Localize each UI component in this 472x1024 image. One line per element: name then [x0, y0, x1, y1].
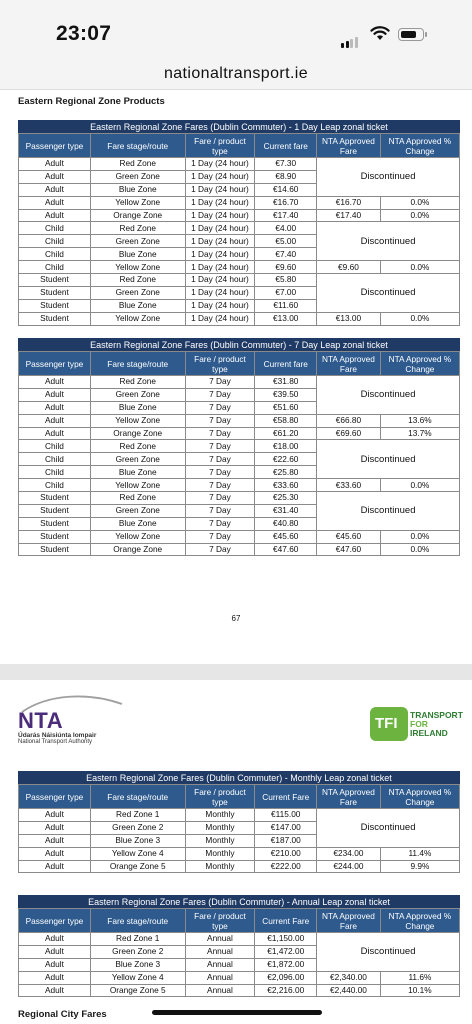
approved-fare-cell: €69.60 — [317, 427, 381, 440]
column-header: NTA Approved % Change — [380, 352, 459, 376]
table-cell: Orange Zone — [90, 543, 185, 556]
column-header: Passenger type — [19, 352, 91, 376]
tfi-logo-text — [410, 711, 463, 738]
table-row — [19, 809, 460, 822]
table-cell: €16.70 — [255, 196, 317, 209]
fares-table-1-day — [18, 120, 460, 326]
table-cell: Green Zone — [90, 504, 185, 517]
table-cell: Red Zone — [90, 440, 185, 453]
table-cell: Yellow Zone — [90, 530, 185, 543]
table-cell: 7 Day — [185, 543, 255, 556]
table-cell: Student — [19, 517, 91, 530]
table-cell: Monthly — [185, 834, 255, 847]
approved-fare-cell: €2,340.00 — [317, 971, 381, 984]
table-row — [19, 971, 460, 984]
table-cell: Green Zone 2 — [90, 945, 185, 958]
table-cell: Annual — [185, 984, 255, 997]
column-header: Fare / product type — [185, 134, 255, 158]
table-cell: Yellow Zone — [90, 479, 185, 492]
table-cell: €9.60 — [255, 261, 317, 274]
column-header: Fare stage/route — [90, 352, 185, 376]
percent-change-cell: 11.4% — [380, 847, 459, 860]
table-cell: €47.60 — [255, 543, 317, 556]
nta-logo-text: NTA — [18, 708, 64, 733]
table-cell: 7 Day — [185, 530, 255, 543]
table-cell: 7 Day — [185, 504, 255, 517]
table-cell: Student — [19, 274, 91, 287]
approved-fare-cell: €47.60 — [317, 543, 381, 556]
table-cell: Student — [19, 312, 91, 325]
table-cell: Yellow Zone — [90, 196, 185, 209]
table-cell: Student — [19, 543, 91, 556]
table-cell: Monthly — [185, 809, 255, 822]
status-bar — [0, 0, 472, 52]
table-cell: €33.60 — [255, 479, 317, 492]
column-header: Fare / product type — [185, 785, 255, 809]
table-cell: Annual — [185, 971, 255, 984]
column-header: Fare stage/route — [90, 134, 185, 158]
column-header: NTA Approved % Change — [380, 909, 459, 933]
table-row — [19, 209, 460, 222]
table-cell: €1,872.00 — [255, 958, 317, 971]
table-cell: Adult — [19, 209, 91, 222]
table-cell: €25.80 — [255, 466, 317, 479]
table-cell: €39.50 — [255, 388, 317, 401]
tfi-line-2: FOR — [410, 719, 428, 729]
table-cell: Child — [19, 440, 91, 453]
discontinued-cell: Discontinued — [317, 492, 460, 531]
table-cell: Orange Zone — [90, 209, 185, 222]
table-cell: 7 Day — [185, 414, 255, 427]
table-cell: 7 Day — [185, 453, 255, 466]
table-row — [19, 492, 460, 505]
table-row — [19, 847, 460, 860]
table-cell: 1 Day (24 hour) — [185, 286, 255, 299]
table-cell: Student — [19, 504, 91, 517]
table-row — [19, 158, 460, 171]
fares-table-monthly — [18, 771, 460, 873]
table-cell: Green Zone — [90, 286, 185, 299]
table-cell: Adult — [19, 170, 91, 183]
approved-fare-cell: €17.40 — [317, 209, 381, 222]
table-cell: 7 Day — [185, 466, 255, 479]
table-cell: €2,096.00 — [255, 971, 317, 984]
table-cell: €31.40 — [255, 504, 317, 517]
table-cell: €58.80 — [255, 414, 317, 427]
table-cell: Adult — [19, 834, 91, 847]
table-cell: Red Zone 1 — [90, 809, 185, 822]
url-text: nationaltransport.ie — [163, 65, 309, 82]
approved-fare-cell: €16.70 — [317, 196, 381, 209]
table-cell: €187.00 — [255, 834, 317, 847]
table-cell: 7 Day — [185, 401, 255, 414]
table-cell: Green Zone — [90, 388, 185, 401]
table-row — [19, 543, 460, 556]
table-cell: Student — [19, 299, 91, 312]
table-cell: €25.30 — [255, 492, 317, 505]
table-cell: Adult — [19, 984, 91, 997]
column-header: Fare / product type — [185, 352, 255, 376]
table-cell: Child — [19, 466, 91, 479]
table-cell: €147.00 — [255, 821, 317, 834]
table-cell: Adult — [19, 971, 91, 984]
table-cell: 1 Day (24 hour) — [185, 235, 255, 248]
table-cell: Green Zone — [90, 170, 185, 183]
approved-fare-cell: €244.00 — [317, 860, 381, 873]
table-caption: Eastern Regional Zone Fares (Dublin Commuter) - 7 Day Leap zonal ticket — [18, 338, 460, 351]
table-cell: €222.00 — [255, 860, 317, 873]
percent-change-cell: 0.0% — [380, 530, 459, 543]
cellular-signal-icon — [341, 30, 359, 48]
percent-change-cell: 9.9% — [380, 860, 459, 873]
tfi-line-1: TRANSPORT — [410, 710, 463, 720]
table-cell: €31.80 — [255, 376, 317, 389]
table-row — [19, 222, 460, 235]
table-cell: 7 Day — [185, 440, 255, 453]
percent-change-cell: 0.0% — [380, 312, 459, 325]
table-cell: Adult — [19, 958, 91, 971]
table-row — [19, 479, 460, 492]
table-cell: 1 Day (24 hour) — [185, 274, 255, 287]
tfi-line-3: IRELAND — [410, 728, 448, 738]
table-cell: Monthly — [185, 860, 255, 873]
table-cell: Adult — [19, 427, 91, 440]
table-row — [19, 312, 460, 325]
table-cell: €40.80 — [255, 517, 317, 530]
table-cell: €115.00 — [255, 809, 317, 822]
approved-fare-cell: €45.60 — [317, 530, 381, 543]
column-header: Current fare — [255, 352, 317, 376]
percent-change-cell: 0.0% — [380, 196, 459, 209]
table-cell: 7 Day — [185, 427, 255, 440]
table-cell: €45.60 — [255, 530, 317, 543]
table-row — [19, 440, 460, 453]
discontinued-cell: Discontinued — [317, 222, 460, 261]
table-cell: 1 Day (24 hour) — [185, 158, 255, 171]
column-header: Current Fare — [255, 785, 317, 809]
approved-fare-cell: €234.00 — [317, 847, 381, 860]
table-cell: €14.60 — [255, 183, 317, 196]
approved-fare-cell: €9.60 — [317, 261, 381, 274]
tfi-logo-badge — [370, 707, 408, 741]
table-cell: €5.80 — [255, 274, 317, 287]
table-row — [19, 427, 460, 440]
discontinued-cell: Discontinued — [317, 274, 460, 313]
table-row — [19, 274, 460, 287]
table-cell: 1 Day (24 hour) — [185, 299, 255, 312]
table-caption: Eastern Regional Zone Fares (Dublin Commuter) - Annual Leap zonal ticket — [18, 895, 460, 908]
pdf-page-67 — [0, 91, 472, 664]
address-bar[interactable] — [0, 52, 472, 90]
table-cell: Child — [19, 222, 91, 235]
percent-change-cell: 10.1% — [380, 984, 459, 997]
percent-change-cell: 13.6% — [380, 414, 459, 427]
table-cell: Annual — [185, 958, 255, 971]
home-indicator[interactable] — [152, 1010, 322, 1015]
table-cell: Blue Zone — [90, 517, 185, 530]
discontinued-cell: Discontinued — [317, 933, 460, 972]
percent-change-cell: 13.7% — [380, 427, 459, 440]
column-header: Passenger type — [19, 909, 91, 933]
table-cell: Child — [19, 453, 91, 466]
table-cell: Red Zone — [90, 274, 185, 287]
table-cell: Blue Zone 3 — [90, 958, 185, 971]
table-cell: Green Zone — [90, 235, 185, 248]
table-row — [19, 933, 460, 946]
percent-change-cell: 0.0% — [380, 543, 459, 556]
approved-fare-cell: €33.60 — [317, 479, 381, 492]
table-cell: €2,216.00 — [255, 984, 317, 997]
column-header: NTA Approved Fare — [317, 352, 381, 376]
nta-logo-english: National Transport Authority — [18, 739, 93, 745]
page-number: 67 — [231, 614, 241, 623]
table-cell: 7 Day — [185, 479, 255, 492]
table-cell: 1 Day (24 hour) — [185, 261, 255, 274]
table-caption: Eastern Regional Zone Fares (Dublin Commuter) - Monthly Leap zonal ticket — [18, 771, 460, 784]
table-row — [19, 414, 460, 427]
table-cell: Yellow Zone 4 — [90, 847, 185, 860]
battery-icon — [398, 28, 424, 41]
table-cell: €7.00 — [255, 286, 317, 299]
table-cell: Red Zone — [90, 222, 185, 235]
tfi-badge-text: TFI — [375, 715, 398, 732]
table-cell: Adult — [19, 945, 91, 958]
table-cell: Adult — [19, 196, 91, 209]
table-cell: Monthly — [185, 821, 255, 834]
discontinued-cell: Discontinued — [317, 158, 460, 197]
column-header: NTA Approved Fare — [317, 909, 381, 933]
table-cell: Blue Zone — [90, 248, 185, 261]
table-cell: Annual — [185, 933, 255, 946]
table-cell: Blue Zone 3 — [90, 834, 185, 847]
table-cell: €17.40 — [255, 209, 317, 222]
column-header: NTA Approved Fare — [317, 134, 381, 158]
table-cell: 7 Day — [185, 388, 255, 401]
table-cell: Student — [19, 492, 91, 505]
column-header: Fare / product type — [185, 909, 255, 933]
table-cell: €13.00 — [255, 312, 317, 325]
table-cell: 1 Day (24 hour) — [185, 196, 255, 209]
table-cell: 7 Day — [185, 492, 255, 505]
page-separator — [0, 664, 472, 680]
table-cell: Red Zone 1 — [90, 933, 185, 946]
table-cell: Yellow Zone 4 — [90, 971, 185, 984]
table-cell: €11.60 — [255, 299, 317, 312]
table-cell: Child — [19, 235, 91, 248]
table-cell: 1 Day (24 hour) — [185, 170, 255, 183]
table-cell: Adult — [19, 847, 91, 860]
table-row — [19, 530, 460, 543]
table-cell: Adult — [19, 401, 91, 414]
table-cell: €61.20 — [255, 427, 317, 440]
discontinued-cell: Discontinued — [317, 440, 460, 479]
table-cell: Yellow Zone — [90, 312, 185, 325]
table-row — [19, 984, 460, 997]
table-cell: Child — [19, 248, 91, 261]
table-cell: 1 Day (24 hour) — [185, 209, 255, 222]
table-cell: Orange Zone 5 — [90, 984, 185, 997]
column-header: Passenger type — [19, 134, 91, 158]
table-row — [19, 376, 460, 389]
column-header: Passenger type — [19, 785, 91, 809]
column-header: Fare stage/route — [90, 785, 185, 809]
table-cell: 1 Day (24 hour) — [185, 312, 255, 325]
approved-fare-cell: €13.00 — [317, 312, 381, 325]
table-cell: Adult — [19, 376, 91, 389]
section-title: Eastern Regional Zone Products — [18, 96, 165, 107]
table-cell: 1 Day (24 hour) — [185, 183, 255, 196]
table-cell: €210.00 — [255, 847, 317, 860]
table-cell: Adult — [19, 860, 91, 873]
table-cell: €7.30 — [255, 158, 317, 171]
table-cell: Yellow Zone — [90, 261, 185, 274]
table-cell: Red Zone — [90, 376, 185, 389]
table-caption: Eastern Regional Zone Fares (Dublin Commuter) - 1 Day Leap zonal ticket — [18, 120, 460, 133]
status-time: 23:07 — [56, 22, 112, 45]
column-header: NTA Approved Fare — [317, 785, 381, 809]
nta-logo-irish: Údarás Náisiúnta Iompair — [18, 732, 97, 739]
table-cell: €8.90 — [255, 170, 317, 183]
table-cell: Adult — [19, 821, 91, 834]
table-cell: Child — [19, 261, 91, 274]
table-row — [19, 261, 460, 274]
table-cell: Adult — [19, 388, 91, 401]
fares-table-7-day — [18, 338, 460, 556]
percent-change-cell: 0.0% — [380, 261, 459, 274]
table-cell: €1,472.00 — [255, 945, 317, 958]
column-header: NTA Approved % Change — [380, 134, 459, 158]
table-cell: €4.00 — [255, 222, 317, 235]
table-cell: Yellow Zone — [90, 414, 185, 427]
table-cell: Red Zone — [90, 158, 185, 171]
table-cell: Blue Zone — [90, 401, 185, 414]
column-header: Fare stage/route — [90, 909, 185, 933]
table-cell: Orange Zone — [90, 427, 185, 440]
table-cell: Adult — [19, 183, 91, 196]
footer-heading: Regional City Fares — [18, 1009, 107, 1020]
table-cell: Green Zone 2 — [90, 821, 185, 834]
table-cell: 1 Day (24 hour) — [185, 222, 255, 235]
table-cell: Green Zone — [90, 453, 185, 466]
table-row — [19, 860, 460, 873]
column-header: NTA Approved % Change — [380, 785, 459, 809]
table-cell: 1 Day (24 hour) — [185, 248, 255, 261]
table-cell: Orange Zone 5 — [90, 860, 185, 873]
table-cell: €18.00 — [255, 440, 317, 453]
percent-change-cell: 11.6% — [380, 971, 459, 984]
table-cell: 7 Day — [185, 376, 255, 389]
pdf-page-68 — [0, 680, 472, 1024]
table-cell: €51.60 — [255, 401, 317, 414]
percent-change-cell: 0.0% — [380, 209, 459, 222]
fares-table-annual — [18, 895, 460, 997]
table-cell: Blue Zone — [90, 299, 185, 312]
discontinued-cell: Discontinued — [317, 376, 460, 415]
table-cell: €22.60 — [255, 453, 317, 466]
table-cell: €5.00 — [255, 235, 317, 248]
approved-fare-cell: €2,440.00 — [317, 984, 381, 997]
table-cell: Annual — [185, 945, 255, 958]
table-cell: Adult — [19, 158, 91, 171]
table-cell: €1,150.00 — [255, 933, 317, 946]
column-header: Current Fare — [255, 909, 317, 933]
table-cell: Adult — [19, 809, 91, 822]
table-cell: Student — [19, 530, 91, 543]
discontinued-cell: Discontinued — [317, 809, 460, 848]
table-cell: 7 Day — [185, 517, 255, 530]
table-cell: €7.40 — [255, 248, 317, 261]
table-cell: Blue Zone — [90, 466, 185, 479]
table-cell: Adult — [19, 414, 91, 427]
column-header: Current fare — [255, 134, 317, 158]
table-cell: Blue Zone — [90, 183, 185, 196]
table-cell: Adult — [19, 933, 91, 946]
table-cell: Student — [19, 286, 91, 299]
table-cell: Red Zone — [90, 492, 185, 505]
table-row — [19, 196, 460, 209]
table-cell: Monthly — [185, 847, 255, 860]
percent-change-cell: 0.0% — [380, 479, 459, 492]
approved-fare-cell: €66.80 — [317, 414, 381, 427]
wifi-icon — [370, 26, 390, 41]
table-cell: Child — [19, 479, 91, 492]
